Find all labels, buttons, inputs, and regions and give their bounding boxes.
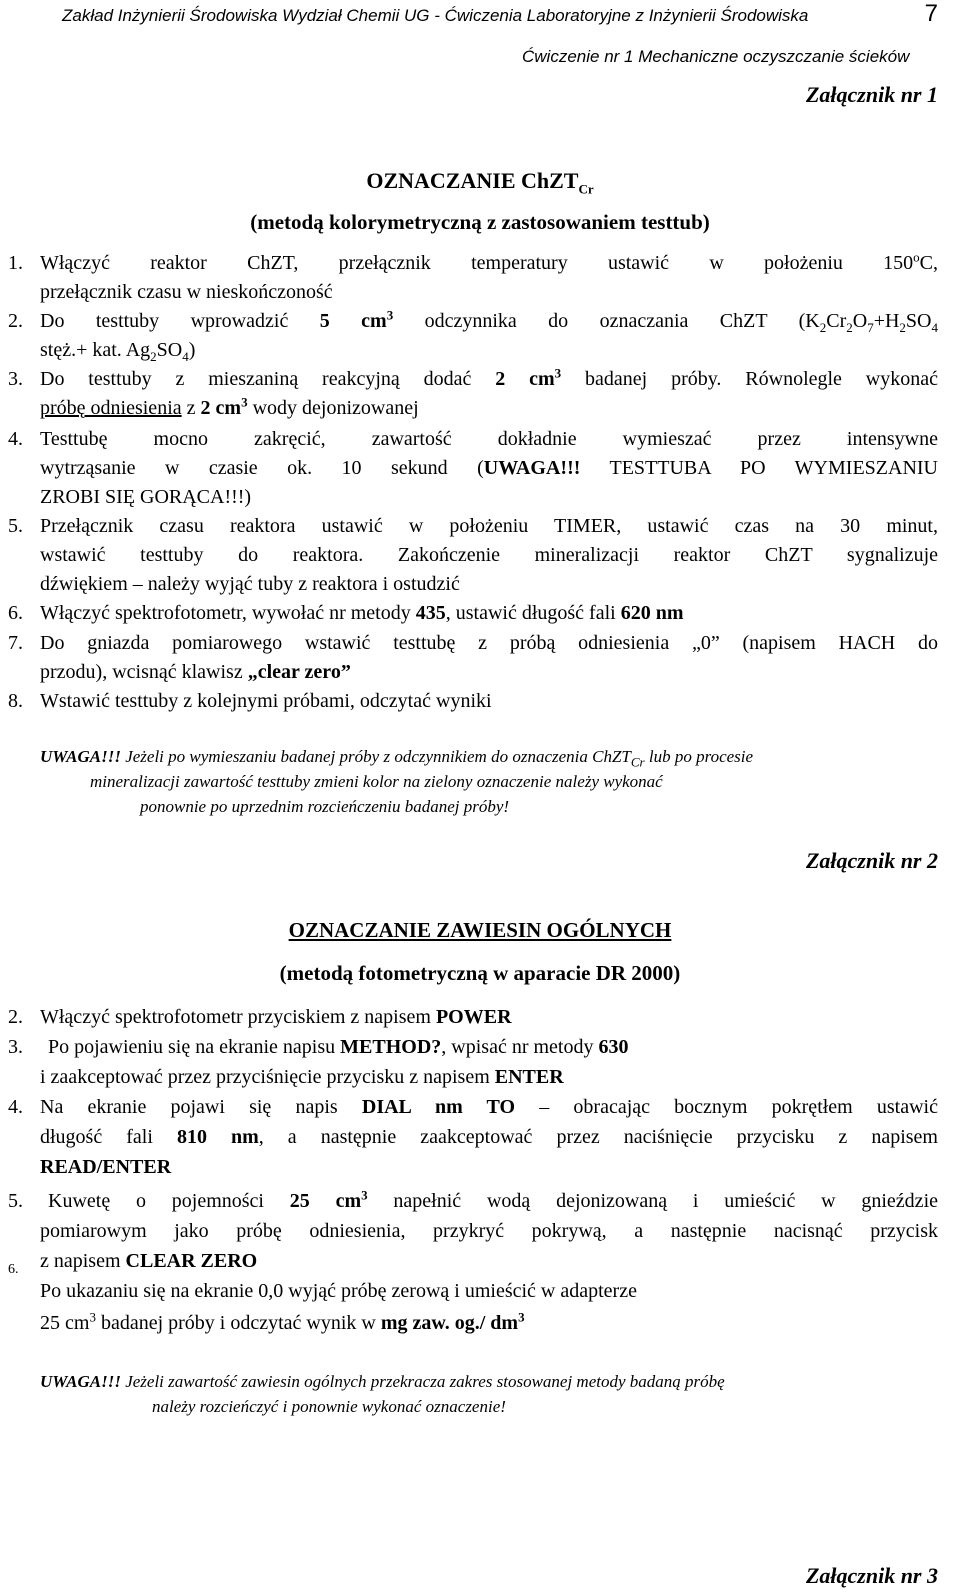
annex3-label: Załącznik nr 3 — [805, 1563, 938, 1588]
a1-note-line3: ponownie po uprzednim rozcieńczeniu badanej próby! — [140, 797, 510, 816]
annex1-label: Załącznik nr 1 — [805, 82, 938, 107]
a2-step3-line1: Po pojawieniu się na ekranie napisu METHOD?, wpisać nr metody 630 — [48, 1036, 629, 1058]
a1-step6-line1: Włączyć spektrofotometr, wywołać nr metody 435, ustawić długość fali 620 nm — [40, 602, 684, 624]
step-number: 7. — [8, 632, 23, 654]
a2-step5-line1: Kuwetę o pojemności 25 $cm^3$ napełnić wodą dejonizowaną i umieścić w gnieździe — [48, 1187, 938, 1212]
a1-note-line2: mineralizacji zawartość testtuby zmieni kolor na zielony oznaczenie należy wykonać — [90, 772, 663, 791]
step-number: 8. — [8, 690, 23, 712]
a1-step1-line2: przełącznik czasu w nieskończoność — [40, 281, 333, 303]
a1-step3-line2: próbę odniesienia z 2 $cm^3$ wody dejonizowanej — [40, 394, 419, 419]
step-number: 5. — [8, 1190, 23, 1212]
annex1-method: (metodą kolorymetryczną z zastosowaniem testtub) — [250, 210, 710, 234]
a1-step2-line1: Do testtuby wprowadzić 5 $cm^3$ odczynnika do oznaczania ChZT ($K_2Cr_2O_7+H_2SO_4$ — [40, 307, 938, 335]
a2-step2-line1: Włączyć spektrofotometr przyciskiem z napisem POWER — [40, 1006, 512, 1028]
annex2-method: (metodą fotometryczną w aparacie DR 2000) — [279, 961, 681, 985]
header-title: Zakład Inżynierii Środowiska Wydział Chemii UG - Ćwiczenia Laboratoryjne z Inżynierii Środowiska — [62, 6, 809, 25]
a1-step8-line1: Wstawić testtuby z kolejnymi próbami, odczytać wyniki — [40, 690, 492, 712]
a1-note-line1: UWAGA!!! Jeżeli po wymieszaniu badanej próby z odczynnikiem do oznaczenia ChZT$_{Cr}$ lub po procesie — [40, 747, 754, 770]
a1-step7-line1: Do gniazda pomiarowego wstawić testtubę z próbą odniesienia „0” (napisem HACH do — [40, 632, 938, 654]
a1-step4-line1: Testtubę mocno zakręcić, zawartość dokładnie wymieszać przez intensywne — [40, 428, 938, 450]
step-number: 6. — [8, 1262, 19, 1277]
step-number: 2. — [8, 1006, 23, 1028]
step-number: 6. — [8, 602, 23, 624]
step-number: 1. — [8, 252, 23, 274]
a2-step5-line2: pomiarowym jako próbę odniesienia, przykryć pokrywą, a następnie nacisnąć przycisk — [40, 1220, 938, 1242]
a1-step1-line1: Włączyć reaktor ChZT, przełącznik temperatury ustawić w położeniu 150$^o$C, — [40, 249, 938, 274]
a1-step5-line1: Przełącznik czasu reaktora ustawić w położeniu TIMER, ustawić czas na 30 minut, — [40, 515, 938, 537]
a1-step4-line3: ZROBI SIĘ GORĄCA!!!) — [40, 486, 252, 508]
step-number: 2. — [8, 310, 23, 332]
a2-step4-line3: READ/ENTER — [40, 1156, 172, 1178]
a2-step4-line1: Na ekranie pojawi się napis DIAL nm TO – obracając bocznym pokrętłem ustawić — [40, 1096, 938, 1118]
a2-note-line1: UWAGA!!! Jeżeli zawartość zawiesin ogólnych przekracza zakres stosowanej metody badaną próbę — [40, 1372, 725, 1391]
step-number: 3. — [8, 1036, 23, 1058]
a2-note-line2: należy rozcieńczyć i ponownie wykonać oznaczenie! — [152, 1397, 506, 1416]
a1-step2-line2: stęż.+ kat. $Ag_2SO_4$) — [40, 339, 196, 364]
a2-step6-line1: Po ukazaniu się na ekranie 0,0 wyjąć próbę zerową i umieścić w adapterze — [40, 1280, 637, 1302]
a2-step6-line2: 25 $cm^3$ badanej próby i odczytać wynik w mg zaw. og./ $dm^3$ — [40, 1309, 525, 1334]
annex2-label: Załącznik nr 2 — [805, 848, 938, 873]
a2-step3-line2: i zaakceptować przez przyciśnięcie przycisku z napisem ENTER — [40, 1066, 564, 1088]
step-number: 4. — [8, 1096, 23, 1118]
a1-step7-line2: przodu), wcisnąć klawisz „clear zero” — [40, 661, 351, 683]
a2-step5-line3: z napisem CLEAR ZERO — [40, 1250, 258, 1272]
a2-step4-line2: długość fali 810 nm, a następnie zaakceptować przez naciśnięcie przycisku z napisem — [40, 1126, 938, 1148]
header-subtitle: Ćwiczenie nr 1 Mechaniczne oczyszczanie ścieków — [522, 47, 910, 66]
step-number: 4. — [8, 428, 23, 450]
a1-step5-line2: wstawić testtuby do reaktora. Zakończenie mineralizacji reaktor ChZT sygnalizuje — [40, 544, 938, 566]
annex1-title: OZNACZANIE ChZT$_{Cr}$ — [366, 168, 594, 197]
a1-step3-line1: Do testtuby z mieszaniną reakcyjną dodać 2 $cm^3$ badanej próby. Równolegle wykonać — [40, 365, 938, 390]
annex2-title: OZNACZANIE ZAWIESIN OGÓLNYCH — [288, 918, 672, 942]
a1-step5-line3: dźwiękiem – należy wyjąć tuby z reaktora i ostudzić — [40, 573, 460, 595]
a1-step4-line2: wytrząsanie w czasie ok. 10 sekund (UWAGA!!! TESTTUBA PO WYMIESZANIU — [40, 457, 938, 479]
page-number: 7 — [924, 0, 938, 27]
step-number: 3. — [8, 368, 23, 390]
step-number: 5. — [8, 515, 23, 537]
